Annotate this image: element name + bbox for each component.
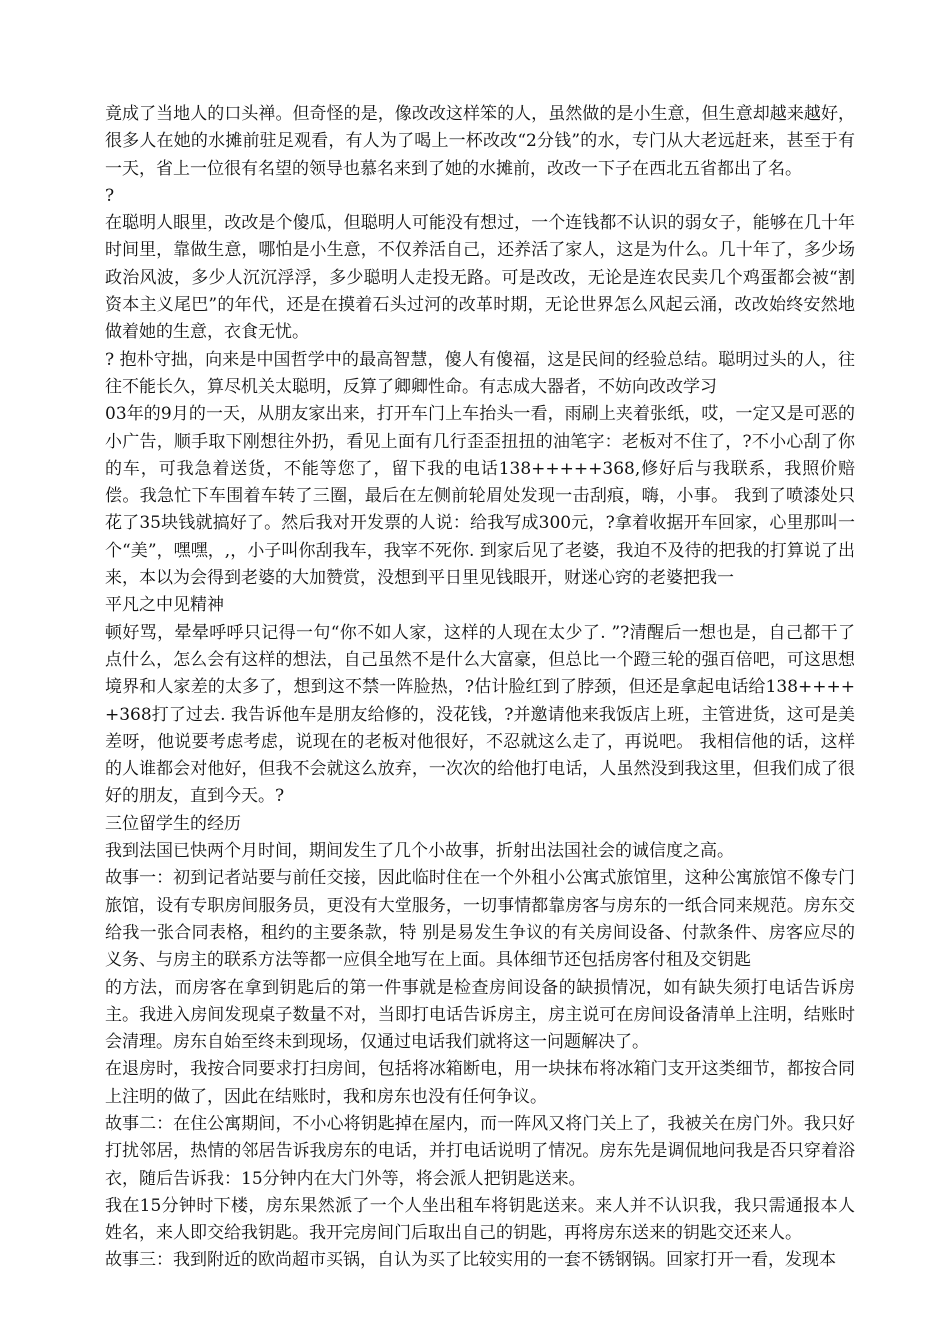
paragraph-car-scratch-story: 03年的9月的一天，从朋友家出来，打开车门上车抬头一看，雨刷上夹着张纸，哎，一定又是可恶的小广告，顺手取下刚想往外扔，看见上面有几行歪歪扭扭的油笔字：老板对不住了，?不小心刮了你的车，可我急着送货，不能等您了，留下我的电话138+++++368,修好后与我联系，我照价赔偿。我急忙下车围着车转了三圈，最后在左侧前轮眉处发现一击刮痕，嗨，小事。 我到了喷漆处只花了35块钱就搞好了。然后我对开发票的人说：给我写成300元，?拿着收据开车回家，心里那叫一个“美”，嘿嘿，,，小子叫你刮我车，我宰不死你. 到家后见了老婆，我迫不及待的把我的打算说了出来，本以为会得到老婆的大加赞赏，没想到平日里见钱眼开，财迷心窍的老婆把我一	[105, 404, 855, 589]
document-body	[105, 101, 855, 1275]
paragraph-gaigai-business: 竟成了当地人的口头禅。但奇怪的是，像改改这样笨的人，虽然做的是小生意，但生意却越来越好，很多人在她的水摊前驻足观看，有人为了喝上一杯改改“2分钱”的水，专门从大老远赶来，甚至于有一天，省上一位很有名望的领导也慕名来到了她的水摊前，改改一下子在西北五省都出了名。	[105, 104, 855, 179]
section-heading-ordinary-spirit: 平凡之中见精神	[105, 595, 224, 616]
paragraph-scolding-reflection: 顿好骂，晕晕呼呼只记得一句“你不如人家，这样的人现在太少了. ”?清醒后一想也是，自己都干了点什么，怎么会有这样的想法，自己虽然不是什么大富豪，但总比一个蹬三轮的强百倍吧，可这思想境界和人家差的太多了，想到这不禁一阵脸热，?估计脸红到了脖颈，但还是拿起电话给138+++++368打了过去. 我告诉他车是朋友给修的，没花钱，?并邀请他来我饭店上班，主管进货，这可是美差呀，他说要考虑考虑，说现在的老板对他很好，不忍就这么走了，再说吧。 我相信他的话，这样的人谁都会对他好，但我不会就这么放弃，一次次的给他打电话，人虽然没到我这里，但我们成了很好的朋友，直到今天。?	[105, 622, 855, 807]
paragraph-simplicity-wisdom: ? 抱朴守拙，向来是中国哲学中的最高智慧，傻人有傻福，这是民间的经验总结。聪明过头的人，往往不能长久，算尽机关太聪明，反算了卿卿性命。有志成大器者，不妨向改改学习	[105, 349, 855, 397]
paragraph-story-two: 故事二：在住公寓期间，不小心将钥匙掉在屋内，而一阵风又将门关上了，我被关在房门外。我只好打扰邻居，热情的邻居告诉我房东的电话，并打电话说明了情况。房东先是调侃地问我是否只穿着浴衣，随后告诉我：15分钟内在大门外等，将会派人把钥匙送来。	[105, 1113, 855, 1189]
paragraph-story-one-continued: 的方法，而房客在拿到钥匙后的第一件事就是检查房间设备的缺损情况，如有缺失须打电话告诉房主。我进入房间发现桌子数量不对，当即打电话告诉房主，房主说可在房间设备清单上注明，结账时会清理。房东自始至终未到现场，仅通过电话我们就将这一问题解决了。	[105, 977, 855, 1053]
paragraph-clever-people: 在聪明人眼里，改改是个傻瓜，但聪明人可能没有想过，一个连钱都不认识的弱女子，能够在几十年时间里，靠做生意，哪怕是小生意，不仅养活自己，还养活了家人，这是为什么。几十年了，多少场政治风波，多少人沉沉浮浮，多少聪明人走投无路。可是改改，无论是连农民卖几个鸡蛋都会被“割资本主义尾巴”的年代，还是在摸着石头过河的改革时期，无论世界怎么风起云涌，改改始终安然地做着她的生意，衣食无忧。	[105, 213, 855, 343]
paragraph-question-mark: ?	[105, 185, 115, 206]
paragraph-story-one: 故事一：初到记者站要与前任交接，因此临时住在一个外租小公寓式旅馆里，这种公寓旅馆不像专门旅馆，设有专职房间服务员，更没有大堂服务，一切事情都靠房客与房东的一纸合同来规范。房东交给我一张合同表格，租约的主要条款，特 别是易发生争议的有关房间设备、付款条件、房客应尽的义务、与房主的联系方法等都一应俱全地写在上面。具体细节还包括房客付租及交钥匙	[105, 868, 855, 971]
section-heading-three-students: 三位留学生的经历	[105, 813, 241, 834]
paragraph-story-three: 故事三：我到附近的欧尚超市买锅，自认为买了比较实用的一套不锈钢锅。回家打开一看，发现本	[105, 1250, 836, 1271]
paragraph-key-delivery: 我在15分钟时下楼，房东果然派了一个人坐出租车将钥匙送来。来人并不认识我，我只需通报本人姓名，来人即交给我钥匙。我开完房间门后取出自己的钥匙，再将房东送来的钥匙交还来人。	[105, 1195, 855, 1244]
paragraph-checkout: 在退房时，我按合同要求打扫房间，包括将冰箱断电，用一块抹布将冰箱门支开这类细节，都按合同上注明的做了，因此在结账时，我和房东也没有任何争议。	[105, 1059, 855, 1107]
paragraph-france-intro: 我到法国已快两个月时间，期间发生了几个小故事，折射出法国社会的诚信度之高。	[105, 841, 734, 862]
